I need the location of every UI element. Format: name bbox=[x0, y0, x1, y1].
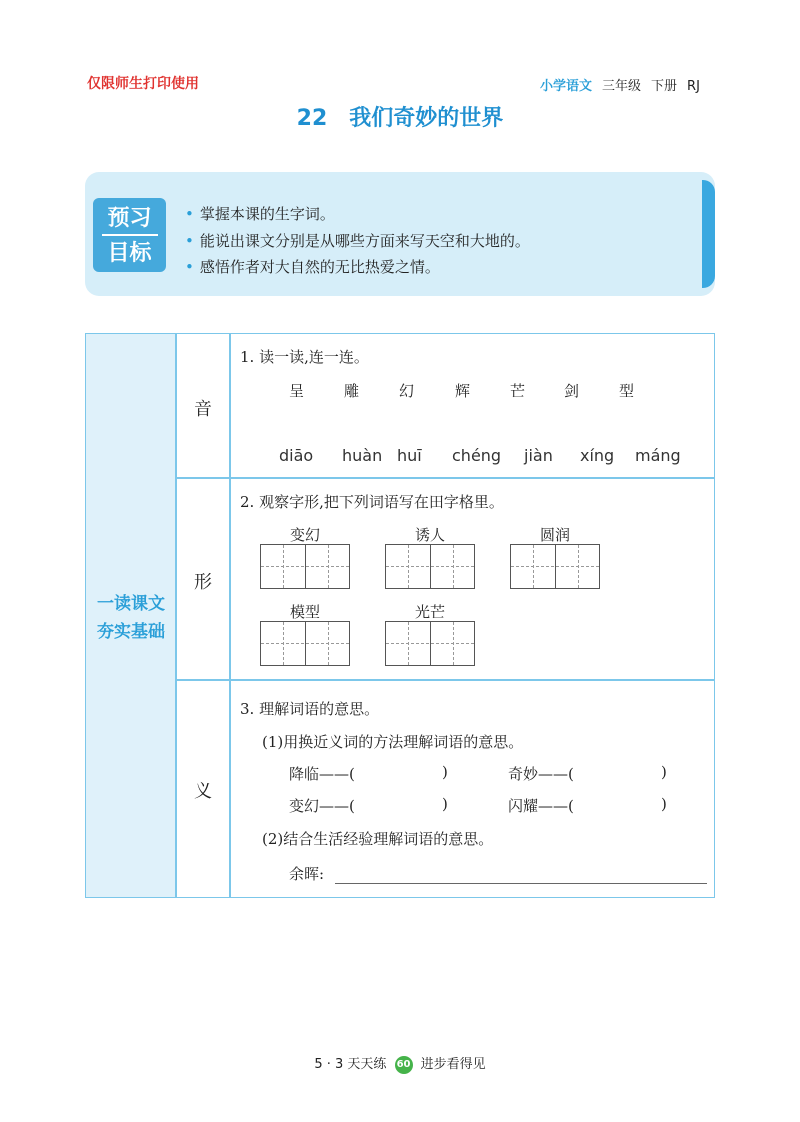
pinyin: jiàn bbox=[524, 446, 553, 465]
synonym-close: ) bbox=[661, 763, 667, 781]
pinyin: máng bbox=[635, 446, 681, 465]
pinyin: chéng bbox=[452, 446, 502, 465]
synonym-prompt: 闪耀——( bbox=[508, 797, 574, 815]
bullet-icon: • bbox=[185, 205, 194, 223]
writing-grid[interactable] bbox=[260, 621, 350, 666]
sub-question-1: (1)用换近义词的方法理解词语的意思。 bbox=[262, 733, 524, 751]
lesson-name: 我们奇妙的世界 bbox=[349, 106, 504, 131]
word-label: 模型 bbox=[289, 603, 320, 621]
synonym-close: ) bbox=[661, 795, 667, 813]
badge-line1: 预习 bbox=[102, 204, 158, 236]
lesson-title bbox=[0, 101, 800, 132]
section-label: 一读课文 夯实基础 bbox=[97, 594, 165, 642]
objective-item: • 掌握本课的生字词。 bbox=[185, 205, 335, 223]
lesson-number: 22 bbox=[296, 106, 328, 131]
character: 呈 bbox=[289, 382, 305, 400]
book-info bbox=[540, 75, 700, 94]
character: 芒 bbox=[510, 382, 526, 400]
question-2: 2. 观察字形,把下列词语写在田字格里。 bbox=[240, 493, 504, 511]
category-sound: 音 bbox=[194, 399, 212, 420]
writing-grid[interactable] bbox=[385, 621, 475, 666]
synonym-close: ) bbox=[442, 795, 448, 813]
category-meaning: 义 bbox=[194, 781, 212, 802]
synonym-prompt: 降临——( bbox=[289, 765, 355, 783]
word-label: 诱人 bbox=[414, 526, 445, 544]
row-divider bbox=[176, 477, 714, 479]
synonym-close: ) bbox=[442, 763, 448, 781]
writing-grid[interactable] bbox=[260, 544, 350, 589]
row-divider bbox=[176, 679, 714, 681]
writing-grid[interactable] bbox=[510, 544, 600, 589]
objective-item: • 感悟作者对大自然的无比热爱之情。 bbox=[185, 258, 440, 276]
bullet-icon: • bbox=[185, 231, 194, 250]
category-form: 形 bbox=[194, 572, 212, 593]
pinyin: xíng bbox=[580, 446, 615, 465]
print-notice: 仅限师生打印使用 bbox=[87, 76, 199, 92]
word-label: 光芒 bbox=[414, 603, 445, 621]
question-3: 3. 理解词语的意思。 bbox=[240, 700, 380, 718]
pinyin: huī bbox=[397, 446, 422, 465]
edition-label: RJ bbox=[687, 79, 700, 94]
word-label: 变幻 bbox=[289, 526, 320, 544]
footer bbox=[0, 1053, 800, 1074]
answer-line[interactable] bbox=[335, 883, 707, 884]
synonym-prompt: 奇妙——( bbox=[508, 765, 574, 783]
subject-label: 小学语文 bbox=[540, 79, 593, 94]
character: 辉 bbox=[455, 382, 471, 400]
page-number: 60 bbox=[395, 1056, 413, 1074]
volume-label: 下册 bbox=[651, 79, 678, 94]
grade-label: 三年级 bbox=[602, 79, 642, 94]
badge-line2: 目标 bbox=[107, 241, 152, 266]
pinyin: huàn bbox=[342, 446, 383, 465]
character: 剑 bbox=[564, 382, 580, 400]
word-label: 圆润 bbox=[539, 526, 570, 544]
footer-slogan: 进步看得见 bbox=[420, 1057, 486, 1072]
character: 型 bbox=[619, 382, 635, 400]
question-1: 1. 读一读,连一连。 bbox=[240, 348, 369, 366]
objectives-stripe bbox=[702, 180, 715, 288]
objective-item: • 能说出课文分别是从哪些方面来写天空和大地的。 bbox=[185, 231, 530, 250]
character: 雕 bbox=[344, 382, 360, 400]
objectives-list bbox=[185, 201, 530, 281]
footer-brand: 5 · 3 天天练 bbox=[314, 1057, 387, 1072]
sub-question-2: (2)结合生活经验理解词语的意思。 bbox=[262, 830, 494, 848]
objectives-badge bbox=[93, 198, 166, 272]
pinyin: diāo bbox=[279, 446, 314, 465]
writing-grid[interactable] bbox=[385, 544, 475, 589]
bullet-icon: • bbox=[185, 258, 194, 276]
synonym-prompt: 变幻——( bbox=[289, 797, 355, 815]
word-prompt: 余晖: bbox=[289, 865, 325, 883]
character: 幻 bbox=[399, 382, 415, 400]
